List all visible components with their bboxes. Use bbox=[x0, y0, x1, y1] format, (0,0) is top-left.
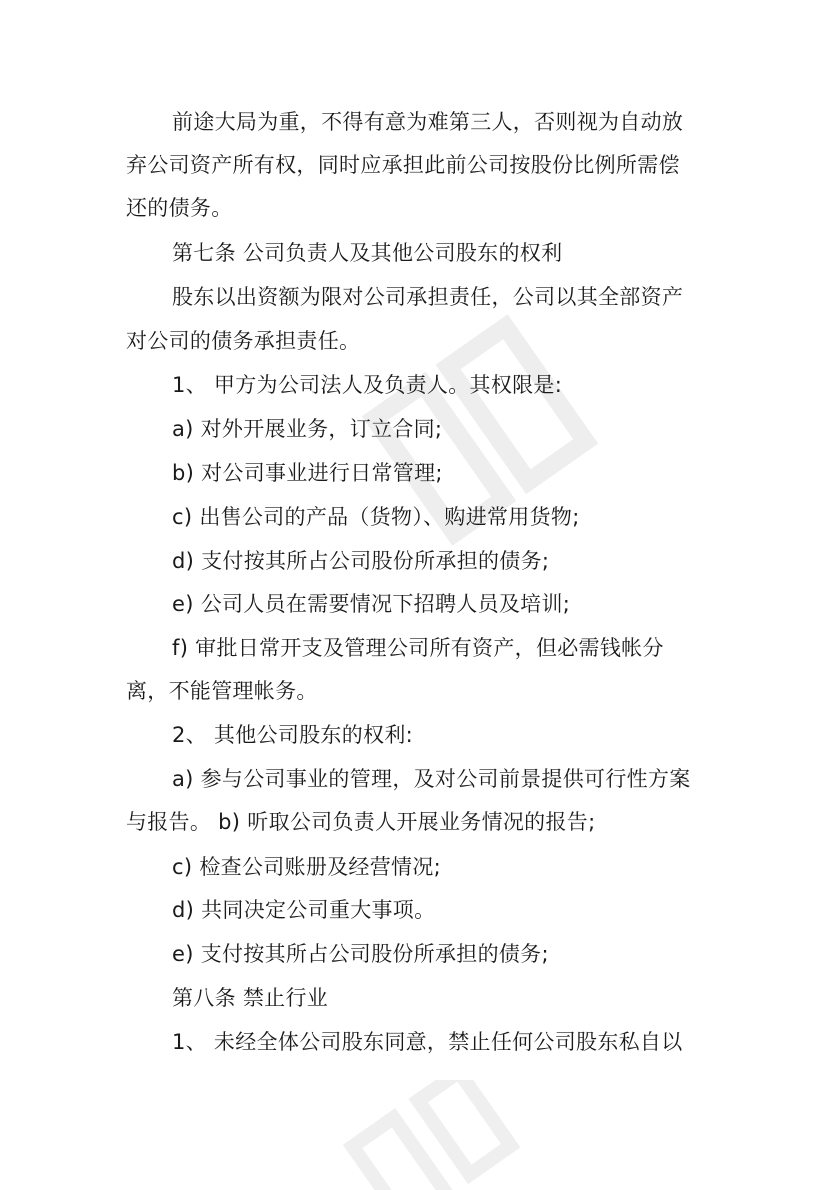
list-item: d) 共同决定公司重大事项。 bbox=[172, 898, 436, 922]
paragraph-line: 与报告。 b) 听取公司负责人开展业务情况的报告; bbox=[126, 810, 596, 834]
list-item: c) 检查公司账册及经营情况; bbox=[172, 855, 441, 879]
article-heading: 第八条 禁止行业 bbox=[172, 986, 329, 1010]
list-item: f) 审批日常开支及管理公司所有资产，但必需钱帐分 bbox=[172, 636, 664, 660]
list-item: b) 对公司事业进行日常管理; bbox=[172, 461, 443, 485]
list-item: 1、 未经全体公司股东同意，禁止任何公司股东私自以 bbox=[172, 1030, 683, 1054]
list-item: d) 支付按其所占公司股份所承担的债务; bbox=[172, 549, 550, 573]
list-item: 2、 其他公司股东的权利: bbox=[172, 723, 414, 747]
paragraph-line: 股东以出资额为限对公司承担责任，公司以其全部资产 bbox=[172, 285, 684, 309]
paragraph-line: 前途大局为重，不得有意为难第三人，否则视为自动放 bbox=[172, 110, 684, 134]
list-item: e) 公司人员在需要情况下招聘人员及培训; bbox=[172, 592, 571, 616]
list-item: 1、 甲方为公司法人及负责人。其权限是: bbox=[172, 373, 563, 397]
paragraph-line: 对公司的债务承担责任。 bbox=[126, 329, 361, 353]
paragraph-line: 离，不能管理帐务。 bbox=[126, 679, 318, 703]
list-item: e) 支付按其所占公司股份所承担的债务; bbox=[172, 942, 549, 966]
article-heading: 第七条 公司负责人及其他公司股东的权利 bbox=[172, 241, 563, 265]
paragraph-line: 弃公司资产所有权，同时应承担此前公司按股份比例所需偿 bbox=[126, 153, 680, 177]
paragraph-line: 还的债务。 bbox=[126, 196, 233, 220]
list-item: a) 对外开展业务，订立合同; bbox=[172, 417, 443, 441]
list-item: c) 出售公司的产品（货物）、购进常用货物; bbox=[172, 505, 580, 529]
list-item: a) 参与公司事业的管理，及对公司前景提供可行性方案 bbox=[172, 767, 691, 791]
